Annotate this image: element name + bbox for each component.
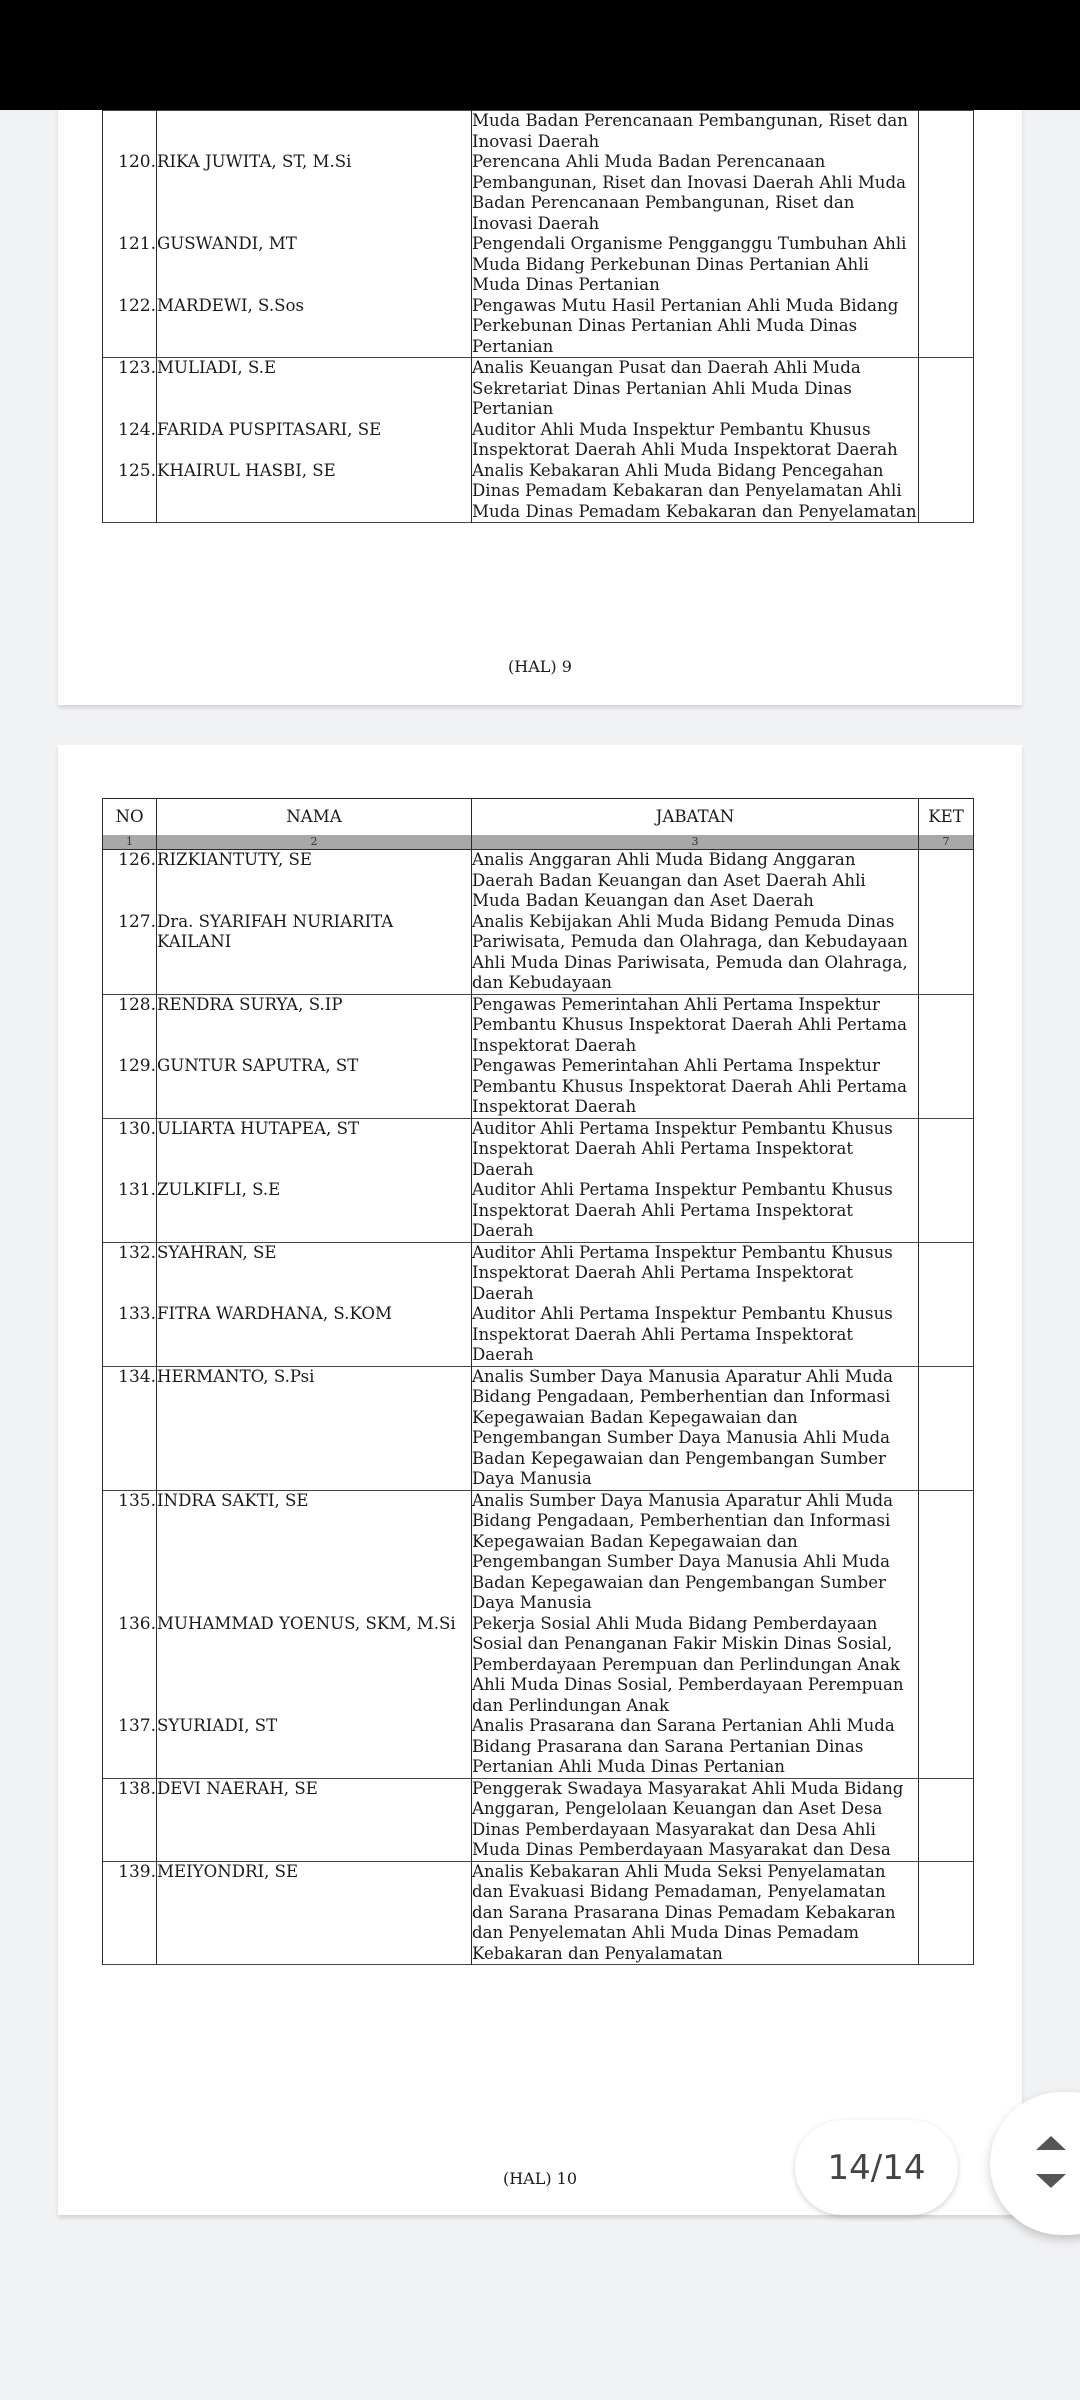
cell-jabatan: Perencana Ahli Muda Badan Perencanaan Pembangunan, Riset dan Inovasi Daerah Ahli Muda Badan Perencanaan Pembangunan, Riset dan Inovasi Daerah [472, 152, 919, 234]
cell-no: 127. [103, 912, 157, 995]
column-number: 1 [103, 835, 157, 850]
cell-nama: SYAHRAN, SE [157, 1242, 472, 1304]
document-page-hal-10 [58, 745, 1022, 2215]
table-row [103, 1861, 974, 1965]
cell-nama: GUSWANDI, MT [157, 234, 472, 296]
row-group [103, 850, 974, 995]
cell-nama: GUNTUR SAPUTRA, ST [157, 1056, 472, 1118]
cell-no: 121. [103, 234, 157, 296]
page-number-label: (HAL) 9 [508, 657, 572, 676]
cell-ket [919, 1778, 974, 1861]
status-bar [0, 0, 1080, 110]
cell-no: 129. [103, 1056, 157, 1118]
row-group [103, 1242, 974, 1366]
cell-nama: FITRA WARDHANA, S.KOM [157, 1304, 472, 1366]
page-counter-badge[interactable] [795, 2120, 958, 2215]
cell-ket [919, 1180, 974, 1242]
cell-ket [919, 912, 974, 995]
table-row [103, 912, 974, 995]
cell-no: 131. [103, 1180, 157, 1242]
scroll-down-arrow-icon [1036, 2174, 1066, 2188]
header-ket: KET [919, 799, 974, 836]
table-row [103, 152, 974, 234]
header-jabatan: JABATAN [472, 799, 919, 836]
cell-no: 120. [103, 152, 157, 234]
cell-jabatan: Analis Prasarana dan Sarana Pertanian Ahli Muda Bidang Prasarana dan Sarana Pertanian Dinas Pertanian Ahli Muda Dinas Pertanian [472, 1716, 919, 1778]
cell-no: 134. [103, 1366, 157, 1490]
cell-ket [919, 1056, 974, 1118]
row-group [103, 994, 974, 1118]
cell-nama: Dra. SYARIFAH NURIARITA KAILANI [157, 912, 472, 995]
scroll-up-arrow-icon [1036, 2136, 1066, 2150]
row-group [103, 1861, 974, 1965]
cell-nama: KHAIRUL HASBI, SE [157, 461, 472, 523]
table-row [103, 994, 974, 1056]
table-row [103, 234, 974, 296]
cell-nama [157, 111, 472, 153]
cell-jabatan: Pengawas Pemerintahan Ahli Pertama Inspektur Pembantu Khusus Inspektorat Daerah Ahli Pertama Inspektorat Daerah [472, 994, 919, 1056]
cell-nama: MEIYONDRI, SE [157, 1861, 472, 1965]
cell-ket [919, 994, 974, 1056]
cell-jabatan: Auditor Ahli Pertama Inspektur Pembantu Khusus Inspektorat Daerah Ahli Pertama Inspektorat Daerah [472, 1118, 919, 1180]
cell-ket [919, 420, 974, 461]
row-group [103, 1118, 974, 1242]
cell-jabatan: Analis Kebijakan Ahli Muda Bidang Pemuda Dinas Pariwisata, Pemuda dan Olahraga, dan Kebudayaan Ahli Muda Dinas Pariwisata, Pemuda dan Olahraga, dan Kebudayaan [472, 912, 919, 995]
table-row [103, 420, 974, 461]
table-row [103, 1716, 974, 1778]
cell-ket [919, 358, 974, 420]
cell-no [103, 111, 157, 153]
cell-nama: MARDEWI, S.Sos [157, 296, 472, 358]
cell-nama: ZULKIFLI, S.E [157, 1180, 472, 1242]
cell-nama: FARIDA PUSPITASARI, SE [157, 420, 472, 461]
column-number: 2 [157, 835, 472, 850]
table-row [103, 358, 974, 420]
cell-ket [919, 111, 974, 153]
cell-no: 123. [103, 358, 157, 420]
cell-nama: SYURIADI, ST [157, 1716, 472, 1778]
row-group [103, 358, 974, 523]
cell-ket [919, 1242, 974, 1304]
cell-jabatan: Pengawas Mutu Hasil Pertanian Ahli Muda Bidang Perkebunan Dinas Pertanian Ahli Muda Dinas Pertanian [472, 296, 919, 358]
cell-jabatan: Pekerja Sosial Ahli Muda Bidang Pemberdayaan Sosial dan Penanganan Fakir Miskin Dinas Sosial, Pemberdayaan Perempuan dan Perlindungan Anak Ahli Muda Dinas Sosial, Pemberdayaan Perempuan dan Perlindungan Anak [472, 1614, 919, 1717]
cell-ket [919, 296, 974, 358]
cell-nama: ULIARTA HUTAPEA, ST [157, 1118, 472, 1180]
cell-ket [919, 1490, 974, 1614]
table-row [103, 1778, 974, 1861]
table-header [103, 799, 974, 850]
column-number: 3 [472, 835, 919, 850]
cell-ket [919, 1366, 974, 1490]
cell-ket [919, 1118, 974, 1180]
cell-jabatan: Auditor Ahli Pertama Inspektur Pembantu Khusus Inspektorat Daerah Ahli Pertama Inspektorat Daerah [472, 1242, 919, 1304]
cell-no: 136. [103, 1614, 157, 1717]
cell-nama: INDRA SAKTI, SE [157, 1490, 472, 1614]
cell-nama: MULIADI, S.E [157, 358, 472, 420]
table-row [103, 1490, 974, 1614]
cell-no: 138. [103, 1778, 157, 1861]
cell-nama: HERMANTO, S.Psi [157, 1366, 472, 1490]
page-counter-text: 14/14 [827, 2147, 926, 2188]
cell-no: 126. [103, 850, 157, 912]
cell-ket [919, 1716, 974, 1778]
row-group [103, 1366, 974, 1490]
row-group [103, 1778, 974, 1861]
cell-no: 137. [103, 1716, 157, 1778]
table-row [103, 850, 974, 912]
cell-ket [919, 1861, 974, 1965]
cell-no: 124. [103, 420, 157, 461]
table-row [103, 1304, 974, 1366]
row-group [103, 111, 974, 358]
cell-jabatan: Auditor Ahli Muda Inspektur Pembantu Khusus Inspektorat Daerah Ahli Muda Inspektorat Daerah [472, 420, 919, 461]
table-row [103, 296, 974, 358]
table-row [103, 111, 974, 153]
table-row [103, 461, 974, 523]
cell-jabatan: Auditor Ahli Pertama Inspektur Pembantu Khusus Inspektorat Daerah Ahli Pertama Inspektorat Daerah [472, 1304, 919, 1366]
cell-jabatan: Analis Anggaran Ahli Muda Bidang Anggaran Daerah Badan Keuangan dan Aset Daerah Ahli Muda Badan Keuangan dan Aset Daerah [472, 850, 919, 912]
cell-no: 125. [103, 461, 157, 523]
cell-nama: DEVI NAERAH, SE [157, 1778, 472, 1861]
table-row [103, 1366, 974, 1490]
cell-jabatan: Penggerak Swadaya Masyarakat Ahli Muda Bidang Anggaran, Pengelolaan Keuangan dan Aset Desa Dinas Pemberdayaan Masyarakat dan Desa Ahli Muda Dinas Pemberdayaan Masyarakat dan Desa [472, 1778, 919, 1861]
cell-no: 135. [103, 1490, 157, 1614]
header-no: NO [103, 799, 157, 836]
cell-ket [919, 1614, 974, 1717]
cell-no: 130. [103, 1118, 157, 1180]
table-row [103, 1118, 974, 1180]
cell-ket [919, 461, 974, 523]
cell-jabatan: Analis Kebakaran Ahli Muda Seksi Penyelamatan dan Evakuasi Bidang Pemadaman, Penyelamatan dan Sarana Prasarana Dinas Pemadam Kebakaran dan Penyelematan Ahli Muda Dinas Pemadam Kebakaran dan Penyalamatan [472, 1861, 919, 1965]
cell-ket [919, 234, 974, 296]
cell-jabatan: Pengendali Organisme Pengganggu Tumbuhan Ahli Muda Bidang Perkebunan Dinas Pertanian Ahli Muda Dinas Pertanian [472, 234, 919, 296]
table-row [103, 1180, 974, 1242]
cell-jabatan: Pengawas Pemerintahan Ahli Pertama Inspektur Pembantu Khusus Inspektorat Daerah Ahli Pertama Inspektorat Daerah [472, 1056, 919, 1118]
column-number: 7 [919, 835, 974, 850]
page-number-label: (HAL) 10 [502, 2169, 578, 2188]
cell-jabatan: Analis Sumber Daya Manusia Aparatur Ahli Muda Bidang Pengadaan, Pemberhentian dan Informasi Kepegawaian Badan Kepegawaian dan Pengembangan Sumber Daya Manusia Ahli Muda Badan Kepegawaian dan Pengembangan Sumber Daya Manusia [472, 1366, 919, 1490]
cell-no: 139. [103, 1861, 157, 1965]
row-group [103, 1490, 974, 1778]
personnel-table-hal-10 [102, 798, 974, 1965]
cell-no: 132. [103, 1242, 157, 1304]
cell-jabatan: Analis Keuangan Pusat dan Daerah Ahli Muda Sekretariat Dinas Pertanian Ahli Muda Dinas Pertanian [472, 358, 919, 420]
table-row [103, 1614, 974, 1717]
cell-jabatan: Muda Badan Perencanaan Pembangunan, Riset dan Inovasi Daerah [472, 111, 919, 153]
header-nama: NAMA [157, 799, 472, 836]
cell-ket [919, 850, 974, 912]
cell-nama: MUHAMMAD YOENUS, SKM, M.Si [157, 1614, 472, 1717]
cell-ket [919, 1304, 974, 1366]
cell-ket [919, 152, 974, 234]
cell-no: 133. [103, 1304, 157, 1366]
cell-jabatan: Analis Sumber Daya Manusia Aparatur Ahli Muda Bidang Pengadaan, Pemberhentian dan Informasi Kepegawaian Badan Kepegawaian dan Pengembangan Sumber Daya Manusia Ahli Muda Badan Kepegawaian dan Pengembangan Sumber Daya Manusia [472, 1490, 919, 1614]
cell-nama: RENDRA SURYA, S.IP [157, 994, 472, 1056]
personnel-table-hal-9 [102, 110, 974, 523]
table-row [103, 1056, 974, 1118]
cell-jabatan: Auditor Ahli Pertama Inspektur Pembantu Khusus Inspektorat Daerah Ahli Pertama Inspektorat Daerah [472, 1180, 919, 1242]
cell-jabatan: Analis Kebakaran Ahli Muda Bidang Pencegahan Dinas Pemadam Kebakaran dan Penyelamatan Ahli Muda Dinas Pemadam Kebakaran dan Penyelamatan [472, 460, 917, 521]
cell-nama: RIKA JUWITA, ST, M.Si [157, 152, 472, 234]
cell-no: 128. [103, 994, 157, 1056]
column-number-row [103, 835, 974, 850]
cell-nama: RIZKIANTUTY, SE [157, 850, 472, 912]
cell-no: 122. [103, 296, 157, 358]
table-row [103, 1242, 974, 1304]
